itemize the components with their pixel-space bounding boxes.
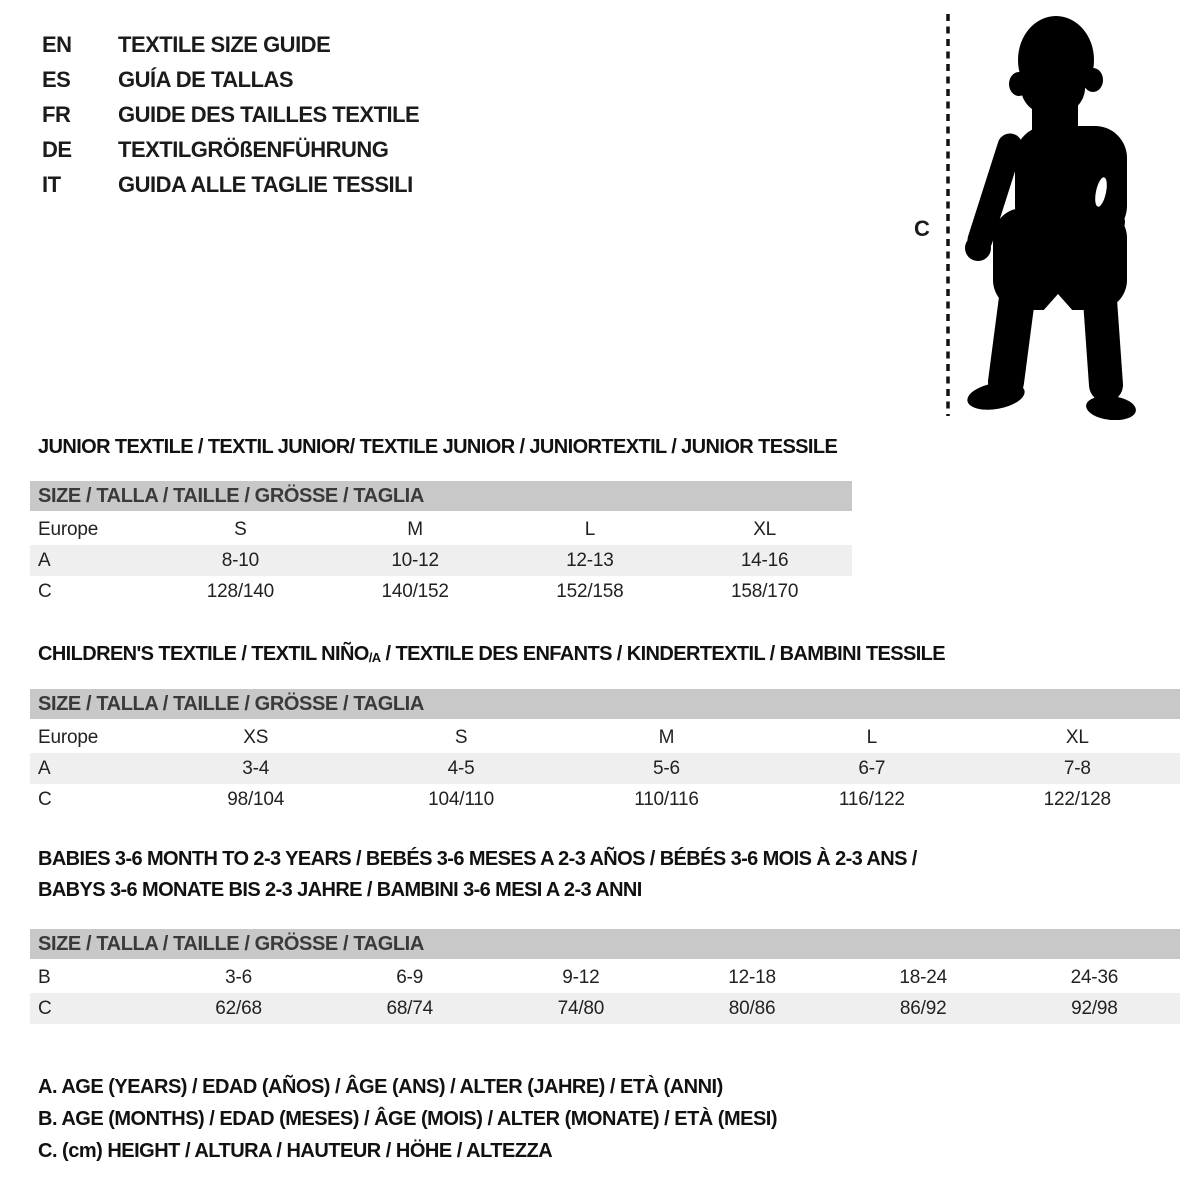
language-title: GUIDA ALLE TAGLIE TESSILI	[118, 172, 413, 197]
language-code: DE	[42, 137, 72, 162]
size-cell: 92/98	[1071, 997, 1118, 1019]
children-size-header-bar: SIZE / TALLA / TAILLE / GRÖSSE / TAGLIA	[30, 689, 1180, 719]
table-row	[30, 753, 1180, 784]
size-cell: L	[866, 726, 878, 748]
size-cell: 12-13	[566, 549, 614, 571]
size-cell: 5-6	[653, 757, 680, 779]
row-label: C	[38, 580, 52, 602]
size-cell: 128/140	[206, 580, 275, 602]
language-row	[42, 27, 419, 62]
size-cell: 7-8	[1063, 757, 1091, 779]
size-cell: 110/116	[634, 788, 699, 810]
size-cell: 9-12	[562, 966, 600, 988]
language-code: ES	[42, 67, 71, 92]
size-cell: S	[454, 726, 468, 748]
language-title: TEXTILE SIZE GUIDE	[118, 32, 331, 57]
children-size-table	[30, 722, 1180, 815]
size-cell: XL	[1065, 726, 1089, 748]
language-title-list	[42, 27, 419, 202]
size-cell: M	[658, 726, 675, 748]
size-cell: 152/158	[556, 580, 624, 602]
size-cell: 74/80	[557, 997, 605, 1019]
row-label: A	[38, 549, 51, 571]
table-row	[30, 576, 852, 607]
table-row	[30, 962, 1180, 993]
children-section-heading	[38, 643, 945, 666]
children-heading-small-text: /A	[368, 650, 381, 665]
size-cell: 4-5	[447, 757, 475, 779]
row-label: B	[38, 966, 51, 988]
babies-heading-line2: BABYS 3-6 MONATE BIS 2-3 JAHRE / BAMBINI 3-6 MESI A 2-3 ANNI	[38, 879, 642, 901]
language-code: IT	[42, 172, 61, 197]
size-cell: 12-18	[728, 966, 776, 988]
babies-heading-line1: BABIES 3-6 MONTH TO 2-3 YEARS / BEBÉS 3-6 MESES A 2-3 AÑOS / BÉBÉS 3-6 MOIS À 2-3 ANS /	[38, 848, 917, 870]
language-title: GUIDE DES TAILLES TEXTILE	[118, 102, 420, 127]
size-cell: 24-36	[1070, 966, 1119, 988]
babies-size-header-bar: SIZE / TALLA / TAILLE / GRÖSSE / TAGLIA	[30, 929, 1180, 959]
language-code: FR	[42, 102, 71, 127]
size-cell: 10-12	[391, 549, 439, 571]
children-heading-text: CHILDREN'S TEXTILE / TEXTIL NIÑO	[38, 643, 369, 665]
table-row	[30, 993, 1180, 1024]
size-cell: 104/110	[428, 788, 495, 810]
babies-size-table	[30, 962, 1180, 1024]
table-row	[30, 545, 852, 576]
size-cell: 6-7	[858, 757, 886, 779]
size-cell: 140/152	[381, 580, 449, 602]
size-cell: 98/104	[227, 788, 285, 810]
size-cell: 158/170	[730, 580, 799, 602]
language-title: GUÍA DE TALLAS	[118, 67, 294, 92]
junior-section-heading: JUNIOR TEXTILE / TEXTIL JUNIOR/ TEXTILE JUNIOR / JUNIORTEXTIL / JUNIOR TESSILE	[38, 436, 838, 458]
table-row	[30, 784, 1180, 815]
size-cell: 62/68	[215, 997, 262, 1019]
row-label: C	[38, 997, 52, 1019]
size-cell: 18-24	[899, 966, 947, 988]
language-row	[42, 167, 419, 202]
size-cell: XL	[753, 518, 777, 540]
size-cell: 8-10	[221, 549, 259, 571]
size-cell: L	[584, 518, 596, 540]
language-title: TEXTILGRÖßENFÜHRUNG	[118, 137, 389, 162]
size-cell: 68/74	[386, 997, 433, 1019]
row-label: Europe	[38, 518, 99, 540]
row-label: A	[38, 757, 51, 779]
language-row	[42, 97, 419, 132]
legend-line-c: C. (cm) HEIGHT / ALTURA / HAUTEUR / HÖHE / ALTEZZA	[38, 1140, 553, 1162]
size-cell: XS	[243, 726, 269, 748]
size-cell: 116/122	[838, 788, 905, 810]
babies-section-heading	[38, 844, 917, 906]
size-cell: 122/128	[1043, 788, 1111, 810]
language-row	[42, 62, 419, 97]
size-cell: S	[234, 518, 247, 540]
row-label: Europe	[38, 726, 99, 748]
legend-line-b: B. AGE (MONTHS) / EDAD (MESES) / ÂGE (MOIS) / ALTER (MONATE) / ETÀ (MESI)	[38, 1108, 778, 1130]
size-cell: 80/86	[728, 997, 776, 1019]
size-cell: M	[407, 518, 423, 540]
table-row	[30, 514, 852, 545]
size-cell: 14-16	[740, 549, 789, 571]
height-measure-dashed-line	[944, 14, 952, 416]
junior-size-header-bar: SIZE / TALLA / TAILLE / GRÖSSE / TAGLIA	[30, 481, 852, 511]
language-code: EN	[42, 32, 72, 57]
size-cell: 3-4	[242, 757, 270, 779]
toddler-silhouette-image	[960, 10, 1140, 420]
size-cell: 3-6	[225, 966, 253, 988]
legend-line-a: A. AGE (YEARS) / EDAD (AÑOS) / ÂGE (ANS) / ALTER (JAHRE) / ETÀ (ANNI)	[38, 1076, 723, 1098]
size-cell: 86/92	[899, 997, 947, 1019]
table-row	[30, 722, 1180, 753]
size-cell: 6-9	[396, 966, 424, 988]
junior-size-table	[30, 514, 852, 607]
height-measure-label: C	[914, 216, 930, 241]
row-label: C	[38, 788, 52, 810]
language-row	[42, 132, 419, 167]
legend-block	[38, 1071, 777, 1167]
children-heading-text: / TEXTILE DES ENFANTS / KINDERTEXTIL / BAMBINI TESSILE	[380, 643, 946, 665]
